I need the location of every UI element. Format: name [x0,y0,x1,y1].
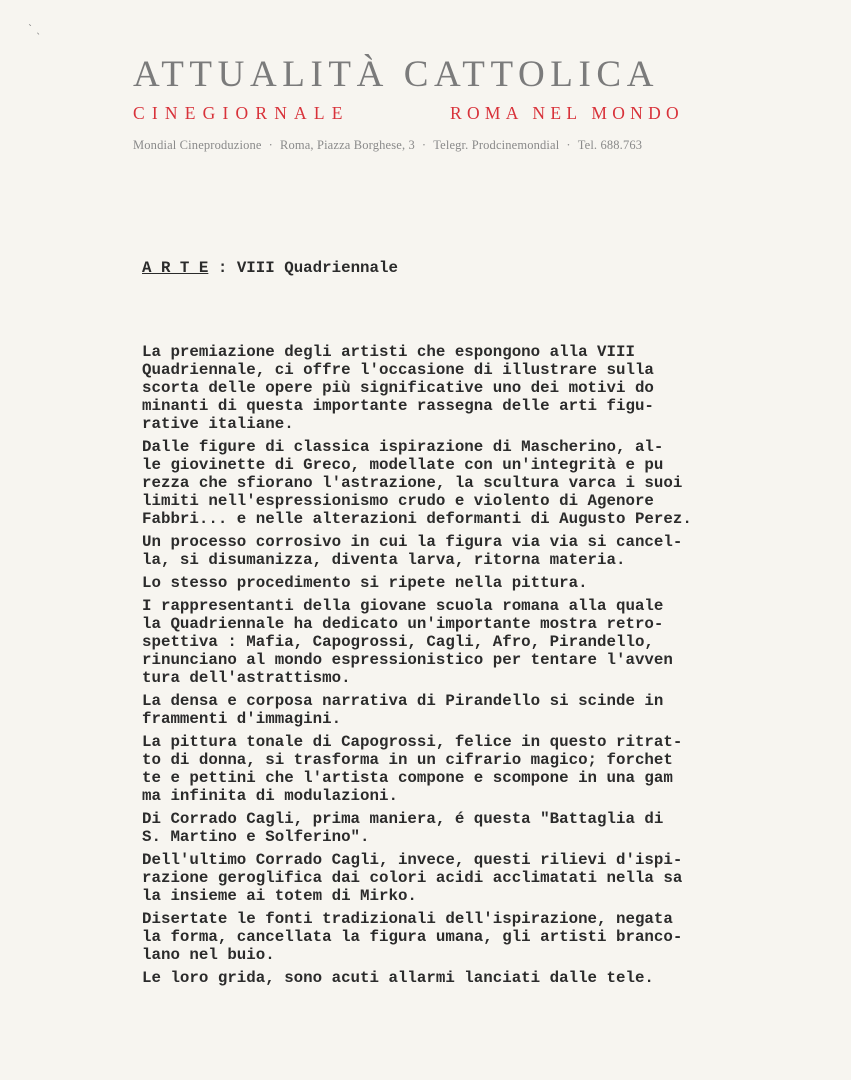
corner-mark: ˋ ˎ [28,24,42,35]
text-line: limiti nell'espressionismo crudo e violento di Agenore [142,492,654,510]
text-line: Lo stesso procedimento si ripete nella pittura. [142,574,588,592]
paragraph [142,343,654,433]
text-line: rezza che sfiorano l'astrazione, la scultura varca i suoi [142,474,683,492]
text-line: spettiva : Mafia, Capogrossi, Cagli, Afro, Pirandello, [142,633,654,651]
letterhead-address [133,137,642,153]
letterhead-subtitle-left: CINEGIORNALE [133,103,350,123]
text-line: I rappresentanti della giovane scuola romana alla quale [142,597,664,615]
text-line: La pittura tonale di Capogrossi, felice in questo ritrat- [142,733,683,751]
paragraph [142,692,663,728]
heading-section: A R T E [142,259,209,277]
paragraph [142,597,673,687]
text-line: frammenti d'immagini. [142,710,342,728]
paragraph [142,533,682,569]
letterhead-subtitle-right: ROMA NEL MONDO [450,103,684,123]
text-line: la forma, cancellata la figura umana, gli artisti branco- [142,928,683,946]
text-line: rinunciano al mondo espressionistico per tentare l'avven [142,651,673,669]
separator: · [566,138,571,152]
address-company: Mondial Cineproduzione [133,138,262,152]
text-line: Le loro grida, sono acuti allarmi lanciati dalle tele. [142,969,654,987]
text-line: tura dell'astrattismo. [142,669,351,687]
separator: · [268,138,273,152]
address-street: Roma, Piazza Borghese, 3 [279,138,415,152]
paragraph [142,574,588,592]
address-phone: Tel. 688.763 [577,138,643,152]
text-line: ma infinita di modulazioni. [142,787,398,805]
text-line: La densa e corposa narrativa di Pirandello si scinde in [142,692,664,710]
text-line: la insieme ai totem di Mirko. [142,887,417,905]
text-line: S. Martino e Solferino". [142,828,370,846]
heading-title: VIII Quadriennale [236,259,398,277]
text-line: scorta delle opere più significative uno dei motivi do [142,379,654,397]
text-line: Quadriennale, ci offre l'occasione di illustrare sulla [142,361,654,379]
text-line: le giovinette di Greco, modellate con un'integrità e pu [142,456,664,474]
text-line: La premiazione degli artisti che espongono alla VIII [142,343,635,361]
text-line: Dalle figure di classica ispirazione di Mascherino, al- [142,438,664,456]
text-line: Di Corrado Cagli, prima maniera, é questa "Battaglia di [142,810,664,828]
paragraph [142,733,682,805]
text-line: Disertate le fonti tradizionali dell'ispirazione, negata [142,910,673,928]
text-line: rative italiane. [142,415,294,433]
text-line: Un processo corrosivo in cui la figura via via si cancel- [142,533,683,551]
address-telegraph: Telegr. Prodcinemondial [433,138,560,152]
text-line: lano nel buio. [142,946,275,964]
separator: · [421,138,427,152]
text-line: Dell'ultimo Corrado Cagli, invece, questi rilievi d'ispi- [142,851,683,869]
text-line: te e pettini che l'artista compone e scompone in una gam [142,769,673,787]
text-line: razione geroglifica dai colori acidi acclimatati nella sa [142,869,683,887]
paragraph [142,969,654,987]
paragraph [142,438,692,528]
letterhead-title: ATTUALITÀ CATTOLICA [133,54,660,95]
text-line: Fabbri... e nelle alterazioni deformanti di Augusto Perez. [142,510,692,528]
text-line: la, si disumanizza, diventa larva, ritorna materia. [142,551,626,569]
document-heading [142,259,398,278]
text-line: la Quadriennale ha dedicato un'importante mostra retro- [142,615,664,633]
text-line: to di donna, si trasforma in un cifrario magico; forchet [142,751,673,769]
paragraph [142,810,663,846]
paragraph [142,851,682,905]
paragraph [142,910,682,964]
heading-separator: : [208,259,237,277]
text-line: minanti di questa importante rassegna delle arti figu- [142,397,654,415]
